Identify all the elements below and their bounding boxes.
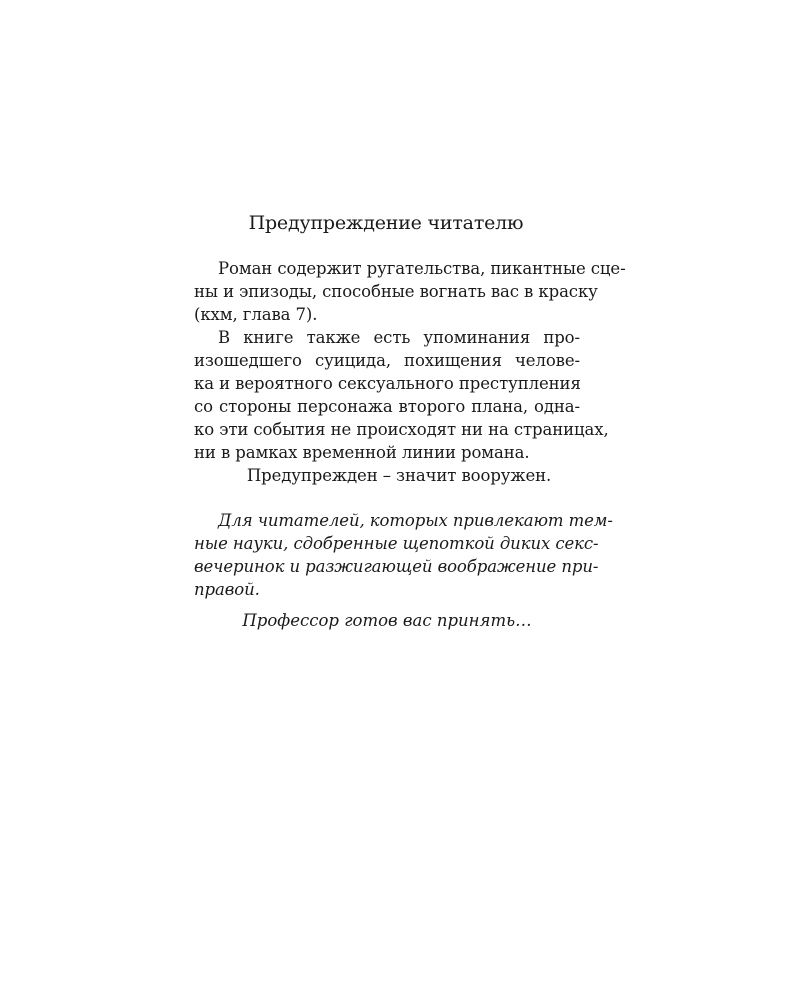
text-line: (кхм, глава 7).: [194, 305, 318, 324]
signoff-line: Профессор готов вас принять…: [242, 611, 532, 630]
text-line: ка и вероятного сексуального преступления: [194, 374, 581, 393]
page-title: Предупреждение читателю: [248, 212, 524, 234]
text-line: вечеринок и разжигающей воображение при-: [194, 557, 599, 576]
text-line: Для читателей, которых привлекают тем-: [218, 511, 613, 530]
motto-line: Предупрежден – значит вооружен.: [246, 466, 552, 485]
text-line: ные науки, сдобренные щепоткой диких секс-: [194, 534, 599, 553]
text-line: ни в рамках временной линии романа.: [194, 443, 530, 462]
text-line: Роман содержит ругательства, пикантные сце-: [218, 259, 626, 278]
text-line: В книге также есть упоминания про-: [218, 328, 580, 347]
text-line: правой.: [194, 580, 260, 599]
text-line: со стороны персонажа второго плана, одна-: [194, 397, 580, 416]
text-line: ко эти события не происходят ни на страницах,: [194, 420, 609, 439]
text-line: изошедшего суицида, похищения челове-: [194, 351, 580, 370]
text-line: ны и эпизоды, способные вогнать вас в краску: [194, 282, 598, 301]
